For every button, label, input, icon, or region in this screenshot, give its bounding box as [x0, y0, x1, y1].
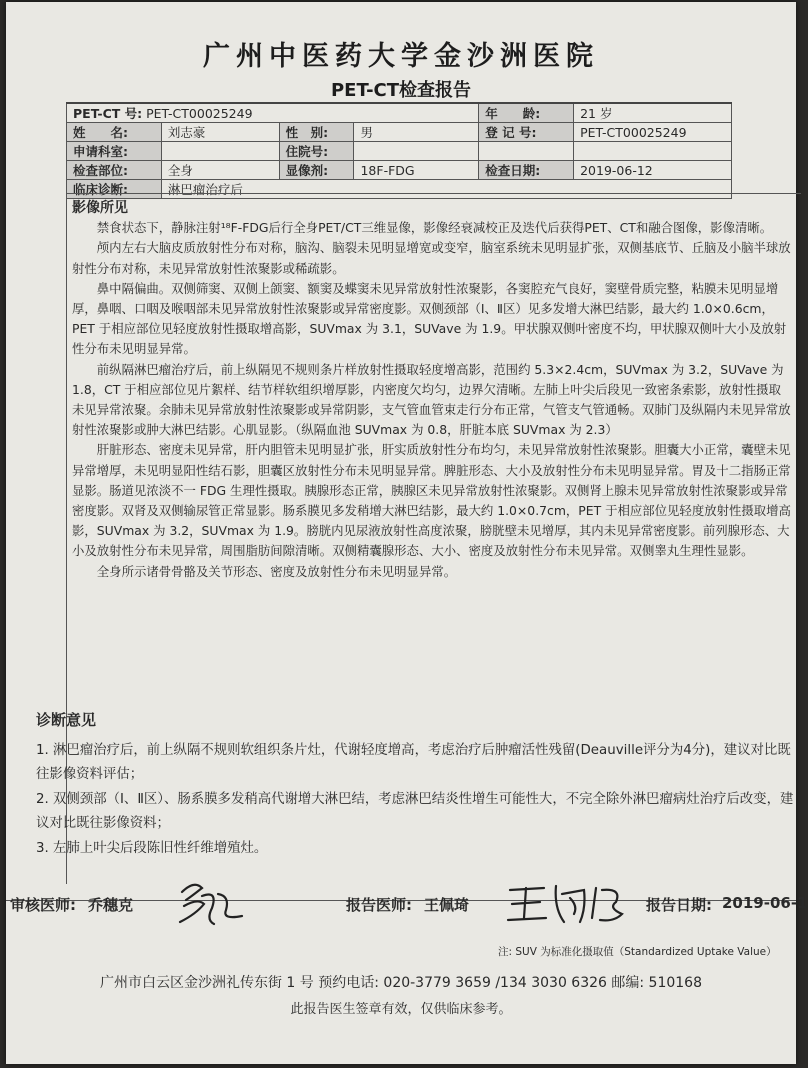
report-date-value: 2019-06-1 [722, 894, 808, 912]
part-label: 检查部位: [67, 161, 162, 180]
exam-date-label: 检查日期: [479, 161, 574, 180]
reg-value: PET-CT00025249 [574, 123, 732, 142]
findings-paragraph: 前纵隔淋巴瘤治疗后，前上纵隔见不规则条片样放射性摄取轻度增高影，范围约 5.3×2.4cm，SUVmax 为 3.2，SUVave 为 1.8，CT 于相应部位见片絮样、结节样软组织增厚影，内密度欠均匀，边界欠清晰。左肺上叶尖后段见一致密条索影，放射性摄取未见异常浓聚。余肺未见异常放射性浓聚影或异常阴影，支气管血管束走行分布正常，气管支气管通畅。双肺门及纵隔内未见异常放射性浓聚影或肿大淋巴结影。心肌显影。（纵隔血池 SUVmax 为 0.8，肝脏本底 SUVmax 为 2.3） [72, 361, 791, 438]
diagnosis-item: 2. 双侧颈部（Ⅰ、Ⅱ区）、肠系膜多发稍高代谢增大淋巴结，考虑淋巴结炎性增生可能性大，不完全除外淋巴瘤病灶治疗后改变，建议对比既往影像资料； [36, 791, 794, 832]
sex-label: 性 别: [279, 123, 354, 142]
findings-paragraph: 颅内左右大脑皮质放射性分布对称，脑沟、脑裂未见明显增宽或变窄，脑室系统未见明显扩张，双侧基底节、丘脑及小脑半球放射性分布对称，未见异常放射性浓聚影或稀疏影。 [72, 240, 791, 276]
inpatient-value [354, 142, 479, 161]
diagnosis-item: 1. 淋巴瘤治疗后，前上纵隔不规则软组织条片灶，代谢轻度增高，考虑治疗后肿瘤活性残留(Deauville评分为4分)，建议对比既往影像资料评估； [36, 742, 791, 783]
doctor-signature [504, 878, 634, 928]
findings-paragraph: 肝脏形态、密度未见异常，肝内胆管未见明显扩张，肝实质放射性分布均匀，未见异常放射性浓聚影。胆囊大小正常，囊壁未见异常增厚，未见明显阳性结石影，胆囊区放射性分布未见明显异常。脾脏形态、大小及放射性分布未见明显异常。胃及十二指肠正常显影。肠道见浓淡不一 FDG 生理性摄取。胰腺形态正常，胰腺区未见异常放射性浓聚影。双侧肾上腺未见异常放射性浓聚影或异常密度影。双肾及双侧输尿管正常显影。肠系膜见多发稍增大淋巴结影，最大约 1.0×0.7cm，PET 于相应部位见轻度放射性摄取增高影，SUVmax 为 3.2，SUVmax 为 1.9。膀胱内见尿液放射性高度浓聚，膀胱壁未见增厚，其内未见异常密度影。前列腺形态、大小及放射性分布未见异常，周围脂肪间隙清晰。双侧精囊腺形态、大小、密度及放射性分布未见异常。双侧睾丸生理性显影。 [72, 442, 791, 559]
hospital-address: 广州市白云区金沙洲礼传东街 1 号 预约电话: 020-3779 3659 /134 3030 6326 邮编: 510168 [99, 975, 702, 991]
sex-value: 男 [354, 123, 479, 142]
part-value: 全身 [161, 161, 279, 180]
reviewer-name: 乔穗克 [88, 896, 134, 914]
signature-row [6, 880, 808, 920]
patient-info-table [66, 102, 732, 199]
exam-date-value: 2019-06-12 [574, 161, 732, 180]
diagnosis-section [36, 708, 796, 862]
reviewer-label: 审核医师: [10, 896, 76, 914]
findings-title: 影像所见 [72, 200, 128, 216]
report-title: PET-CT检查报告 [330, 80, 472, 101]
report-date-label: 报告日期: [646, 896, 712, 914]
info-row-part [67, 161, 732, 180]
dept-label: 申请科室: [67, 142, 162, 161]
suv-note: 注: SUV 为标准化摄取值（Standardized Uptake Value） [498, 946, 777, 958]
doctor-name: 王佩琦 [424, 896, 470, 914]
hospital-name: 广州中医药大学金沙洲医院 [203, 41, 599, 72]
disclaimer: 此报告医生签章有效，仅供临床参考。 [290, 1002, 512, 1017]
info-row-dept [67, 142, 732, 161]
reg-label: 登 记 号: [479, 123, 574, 142]
findings-paragraph: 全身所示诸骨骨骼及关节形态、密度及放射性分布未见明显异常。 [96, 563, 457, 579]
dept-value [161, 142, 279, 161]
agent-label: 显像剂: [279, 161, 354, 180]
name-label: 姓 名: [67, 123, 162, 142]
agent-value: 18F-FDG [354, 161, 479, 180]
reviewer-signature [172, 874, 252, 932]
age-label: 年 龄: [479, 103, 574, 123]
diagnosis-item: 3. 左肺上叶尖后段陈旧性纤维增殖灶。 [36, 840, 268, 856]
age-value: 21 岁 [574, 103, 732, 123]
petct-value: PET-CT00025249 [146, 106, 253, 121]
report-paper [6, 2, 808, 1064]
findings-paragraph: 鼻中隔偏曲。双侧筛窦、双侧上颌窦、额窦及蝶窦未见异常放射性浓聚影，各窦腔充气良好，窦壁骨质完整，粘膜未见明显增厚，鼻咽、口咽及喉咽部未见异常放射性浓聚影或异常密度影。双侧颈部（Ⅰ、Ⅱ区）见多发增大淋巴结影，最大约 1.0×0.6cm，PET 于相应部位见轻度放射性摄取增高影，SUVmax 为 3.1，SUVave 为 1.9。甲状腺双侧叶密度不均，甲状腺双侧叶大小及放射性分布未见明显异常。 [72, 280, 787, 357]
diagnosis-title: 诊断意见 [36, 711, 97, 729]
inpatient-label: 住院号: [279, 142, 354, 161]
clinical-label: 临床诊断: [67, 180, 162, 199]
info-row-petct [67, 103, 732, 123]
findings-paragraph: 禁食状态下，静脉注射¹⁸F-FDG后行全身PET/CT三维显像，影像经衰减校正及迭代后获得PET、CT和融合图像，影像清晰。 [96, 220, 773, 236]
petct-label: PET-CT 号: [73, 106, 143, 121]
info-row-name [67, 123, 732, 142]
doctor-label: 报告医师: [346, 896, 412, 914]
clinical-value: 淋巴瘤治疗后 [161, 180, 731, 199]
findings-section [72, 198, 792, 582]
name-value: 刘志豪 [161, 123, 279, 142]
